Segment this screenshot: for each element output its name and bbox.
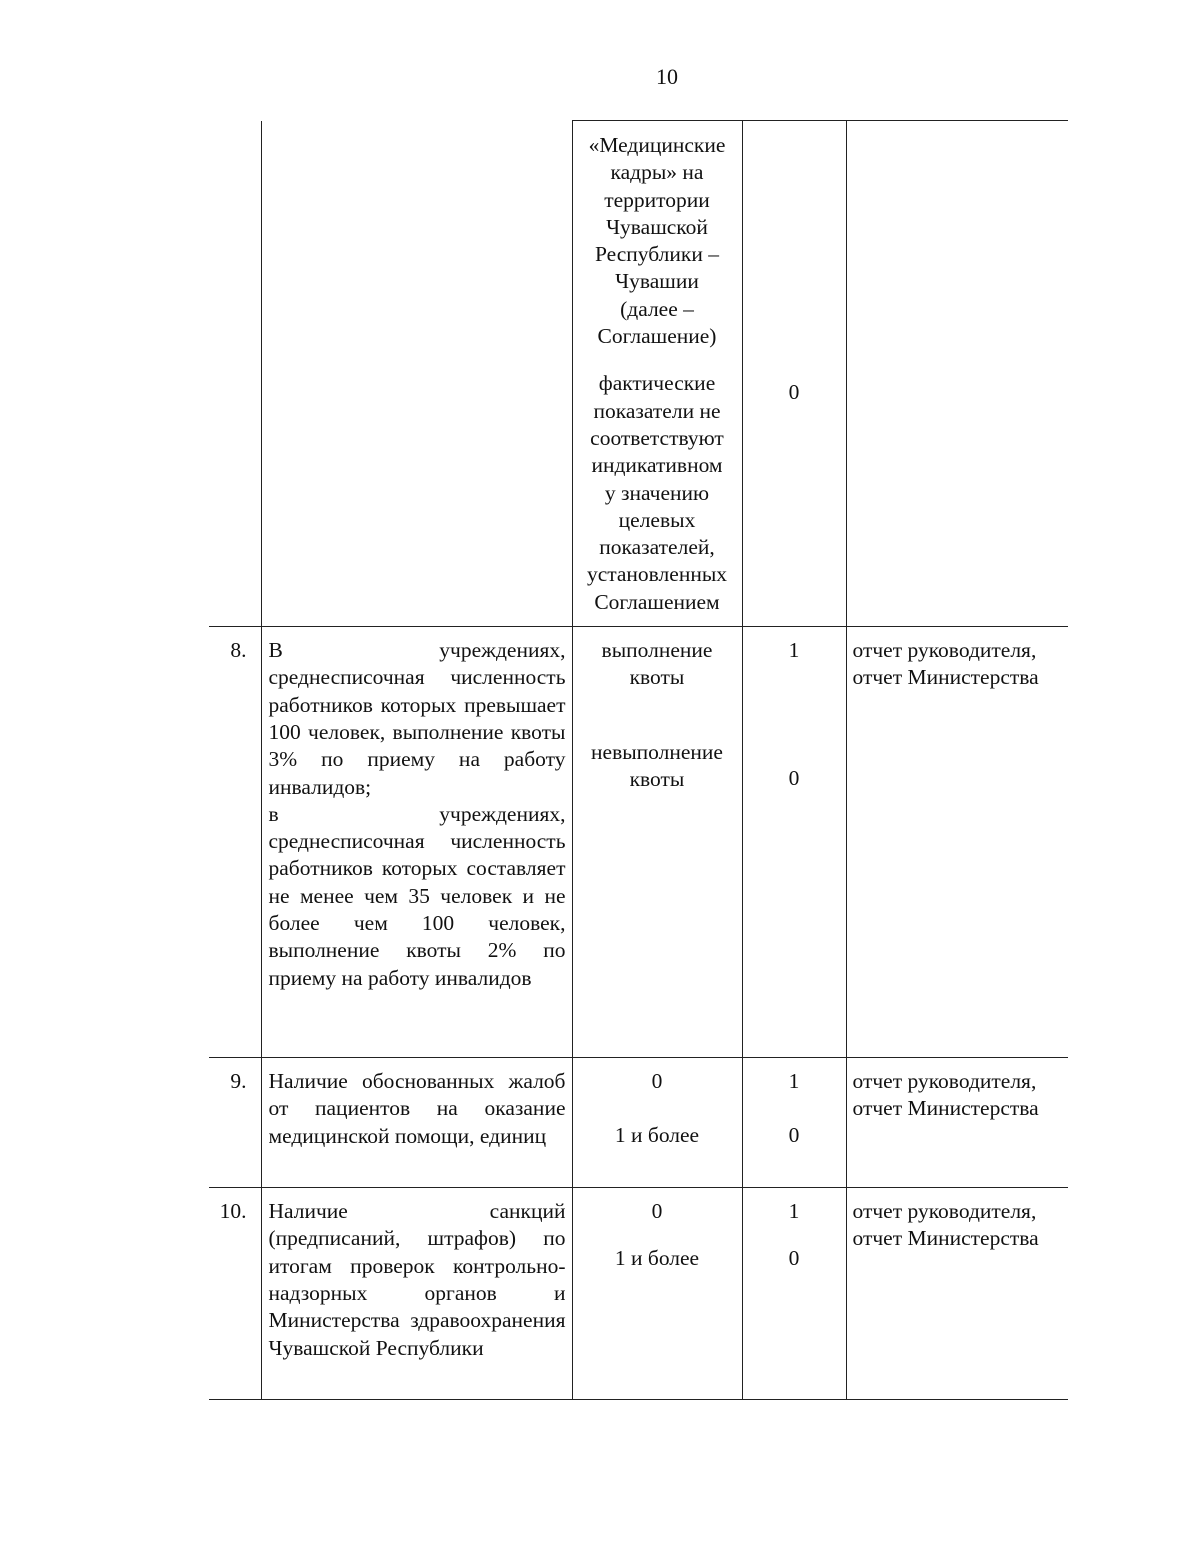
score-value: 1	[788, 1069, 800, 1094]
criterion-text: невыполнение квоты	[591, 739, 723, 791]
row-number-cell: 9.	[209, 1058, 261, 1188]
score-cell	[742, 121, 846, 627]
source-cell: отчет руководителя, отчет Министерства	[846, 1058, 1068, 1188]
table-row	[209, 1188, 1068, 1400]
page-number: 10	[656, 64, 678, 89]
criterion-cell	[572, 1058, 742, 1188]
description-cell	[261, 121, 572, 627]
score-cell	[742, 1058, 846, 1188]
criterion-text: выполнение квоты	[601, 638, 713, 690]
score-cell	[742, 627, 846, 1058]
source-cell: отчет руководителя, отчет Министерства	[846, 1188, 1068, 1400]
score-value: 0	[788, 380, 800, 404]
description-cell	[261, 627, 572, 1058]
score-value: 0	[788, 1123, 800, 1148]
description-cell: Наличие обоснованных жалоб от пациентов на оказание медицинской помощи, единиц	[261, 1058, 572, 1188]
source-cell: отчет руководителя, отчет Министерства	[846, 627, 1068, 1058]
criterion-cell	[572, 121, 742, 627]
score-value: 0	[788, 766, 800, 791]
table-row-continuation	[209, 121, 1068, 627]
table-row	[209, 627, 1068, 1058]
row-number-cell	[209, 121, 261, 627]
score-value: 1	[788, 1199, 800, 1224]
criterion-text: 0	[651, 1199, 663, 1224]
score-value: 1	[788, 638, 800, 663]
score-value: 0	[788, 1246, 800, 1271]
row-number-cell: 8.	[209, 627, 261, 1058]
score-cell	[742, 1188, 846, 1400]
source-cell	[846, 121, 1068, 627]
description-text: в учреждениях, среднесписочная численность работников которых составляет не менее чем 35 человек и не более чем 100 человек, выполнение квоты 2% по приему на работу инвалидов	[268, 801, 566, 990]
criterion-text: 1 и более	[614, 1246, 700, 1271]
criterion-cell	[572, 1188, 742, 1400]
description-text: В учреждениях, среднесписочная численность работников которых превышает 100 человек, выполнение квоты 3% по приему на работу инвалидов;	[268, 638, 566, 799]
description-cell: Наличие санкций (предписаний, штрафов) по итогам проверок контрольно-надзорных органов и Министерства здравоохранения Чувашской Республики	[261, 1188, 572, 1400]
criterion-text: 0	[651, 1069, 663, 1094]
criterion-text: 1 и более	[614, 1123, 700, 1148]
row-number-cell: 10.	[209, 1188, 261, 1400]
table-row	[209, 1058, 1068, 1188]
criteria-table	[209, 120, 1068, 1400]
criterion-cell	[572, 627, 742, 1058]
criterion-text: «Медицинские кадры» на территории Чувашской Республики – Чувашии (далее – Соглашение)	[588, 133, 726, 349]
criterion-text: фактические показатели не соответствуют индикативном у значению целевых показателей, установленных Соглашением	[586, 371, 728, 614]
